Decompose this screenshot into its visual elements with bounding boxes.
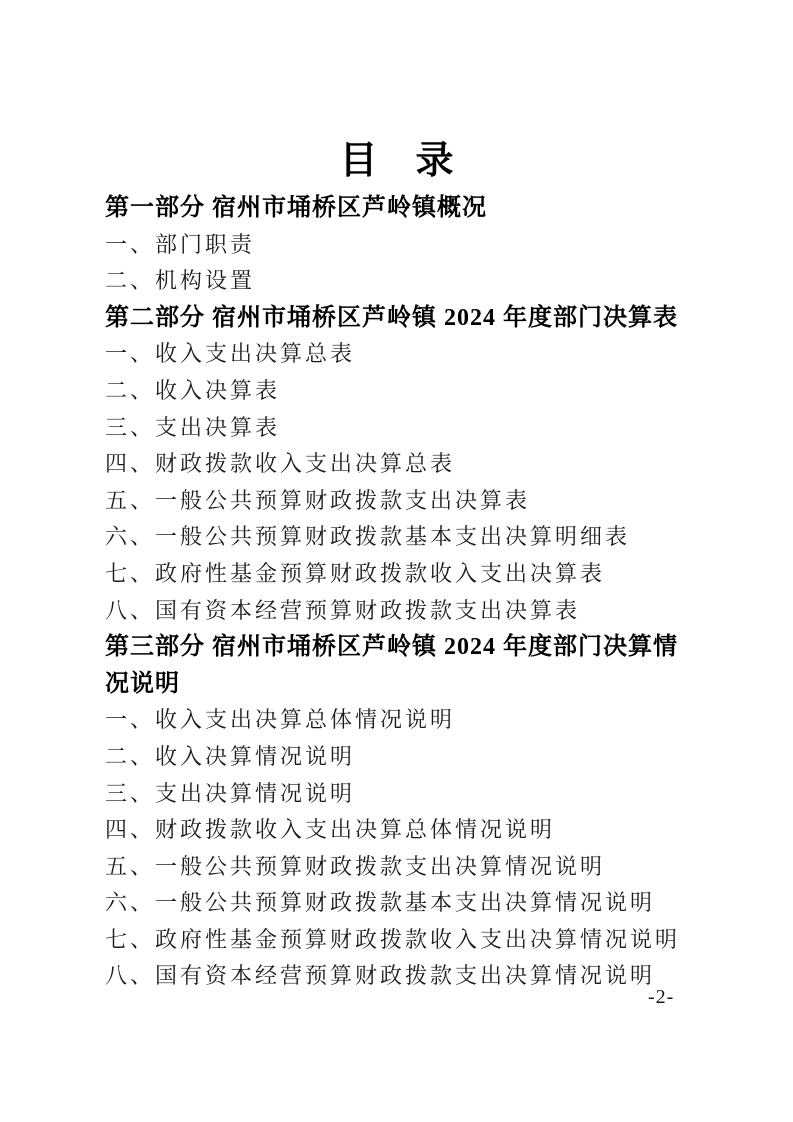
toc-item: 一、收入支出决算总表	[105, 341, 356, 367]
toc-item: 六、一般公共预算财政拨款基本支出决算情况说明	[105, 890, 656, 916]
toc-item: 八、国有资本经营预算财政拨款支出决算情况说明	[105, 963, 656, 989]
toc-item: 四、财政拨款收入支出决算总表	[105, 451, 456, 477]
toc-item: 五、一般公共预算财政拨款支出决算表	[105, 487, 531, 513]
toc-item: 一、部门职责	[105, 231, 256, 257]
toc-item: 七、政府性基金预算财政拨款收入支出决算情况说明	[105, 926, 681, 952]
toc-section-heading-3: 第三部分 宿州市埇桥区芦岭镇 2024 年度部门决算情况说明	[105, 634, 678, 697]
toc-item: 二、机构设置	[105, 268, 256, 294]
toc-item: 三、支出决算情况说明	[105, 780, 356, 806]
toc-item: 三、支出决算表	[105, 414, 281, 440]
toc-section-heading-1: 第一部分 宿州市埇桥区芦岭镇概况	[105, 195, 487, 221]
toc-item: 二、收入决算表	[105, 377, 281, 403]
toc-item: 七、政府性基金预算财政拨款收入支出决算表	[105, 560, 606, 586]
toc-item: 六、一般公共预算财政拨款基本支出决算明细表	[105, 524, 631, 550]
toc-item: 八、国有资本经营预算财政拨款支出决算表	[105, 597, 581, 623]
toc-section-heading-2: 第二部分 宿州市埇桥区芦岭镇 2024 年度部门决算表	[105, 304, 678, 331]
toc-item: 二、收入决算情况说明	[105, 743, 356, 769]
document-title: 目 录	[339, 140, 454, 182]
toc-item: 四、财政拨款收入支出决算总体情况说明	[105, 817, 556, 843]
page-number: -2-	[648, 986, 675, 1008]
table-of-contents	[105, 190, 697, 995]
toc-item: 一、收入支出决算总体情况说明	[105, 707, 456, 733]
toc-item: 五、一般公共预算财政拨款支出决算情况说明	[105, 853, 606, 879]
